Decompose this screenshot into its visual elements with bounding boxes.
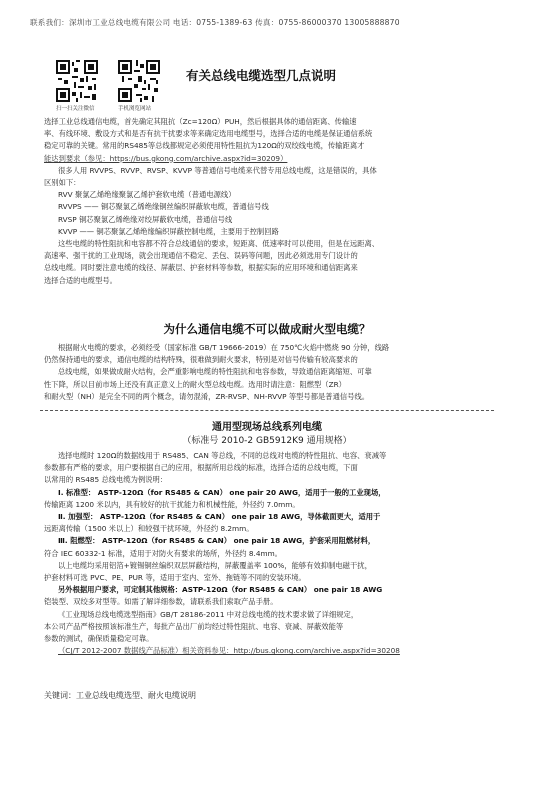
section1-line: 区别如下： bbox=[44, 178, 81, 188]
cable-type-rvv: RVV 聚氯乙烯绝缘聚氯乙烯护套软电缆（普通电源线） bbox=[58, 190, 236, 200]
section1-link-line[interactable]: 能达到要求（参见：https://bus.gkong.com/archive.aspx?id=30209） bbox=[44, 153, 288, 163]
contact-header: 联系我们：深圳市工业总线电缆有限公司 电话：0755-1389-63 传真：0755-86000370 13005888870 bbox=[30, 18, 400, 27]
qr-code-icon bbox=[118, 60, 160, 102]
section2-line: 仍然保持通电的要求，通信电缆的结构特殊，很难做到耐火要求，特别是对信号传输有较高要求的 bbox=[44, 355, 358, 365]
product-spec-standard-label: Ⅰ. 标准型： ASTP-120Ω（for RS485 & CAN） one pair 20 AWG，适用于一般的工业现场， bbox=[58, 487, 386, 497]
section3-line: 传输距离 1200 米以内，具有较好的抗干扰能力和机械性能，外径约 7.0mm。 bbox=[44, 499, 300, 509]
section3-line: 护套材料可选 PVC、PE、PUR 等，适用于室内、室外、拖链等不同的安装环境。 bbox=[44, 573, 306, 583]
section2-title: 为什么通信电缆不可以做成耐火型电缆？ bbox=[163, 322, 371, 336]
section1-line: 高速率、强干扰的工业现场，就会出现通信不稳定、丢包、误码等问题，因此必须选用专门设计的 bbox=[44, 251, 358, 261]
qr-caption-left: 扫一扫关注微信 bbox=[56, 106, 95, 112]
section1-line: 很多人用 RVVPS、RVVP、RVSP、KVVP 等普通信号电缆来代替专用总线电缆，这是错误的，具体 bbox=[58, 165, 377, 175]
section1-body bbox=[44, 116, 496, 287]
cable-type-rvvps: RVVPS —— 铜芯聚氯乙烯绝缘铜丝编织屏蔽软电缆，普通信号线 bbox=[58, 202, 269, 212]
section1-title: 有关总线电缆选型几点说明 bbox=[186, 68, 337, 83]
section3-body bbox=[44, 450, 496, 657]
section3-line: 选择电缆时 120Ω的数据线用于 RS485、CAN 等总线，不同的总线对电缆的特性阻抗、电容、衰减等 bbox=[58, 451, 387, 460]
qr-caption-right: 手机浏览网站 bbox=[118, 106, 152, 112]
section1-line: 选择工业总线通信电缆，首先确定其阻抗（Zc=120Ω）PUH，然后根据具体的通信距离、传输速 bbox=[44, 117, 357, 126]
qr-code-icon bbox=[56, 60, 98, 102]
section3-line: 铠装型、双绞多对型等。如需了解详细参数，请联系我们索取产品手册。 bbox=[44, 597, 278, 607]
cable-type-rvsp: RVSP 铜芯聚氯乙烯绝缘对绞屏蔽软电缆，普通信号线 bbox=[58, 214, 233, 224]
section2-line: 和耐火型（NH）是完全不同的两个概念，请勿混淆，ZR-RVSP、NH-RVVP 等型号都是普通信号线。 bbox=[44, 391, 370, 401]
section3-line: 参数的测试，确保质量稳定可靠。 bbox=[44, 634, 154, 644]
section1-line: 率、有线环境、敷设方式和是否有抗干扰要求等来确定选用电缆型号，选择合适的电缆是保证通信系统 bbox=[44, 129, 373, 139]
product-spec-enhanced-label: Ⅱ. 加强型： ASTP-120Ω（for RS485 & CAN） one pair 18 AWG，导体截面更大，适用于 bbox=[58, 512, 381, 522]
section3-line: 以常用的 RS485 总线电缆为例说明： bbox=[44, 475, 168, 485]
cable-type-kvvp: KVVP —— 铜芯聚氯乙烯绝缘编织屏蔽控制电缆，主要用于控制回路 bbox=[58, 226, 279, 236]
section3-line: 以上电缆均采用铝箔+镀锡铜丝编织双层屏蔽结构，屏蔽覆盖率 100%，能够有效抑制电磁干扰， bbox=[58, 560, 372, 570]
section2-line: 根据耐火电缆的要求，必须经受（国家标准 GB/T 19666-2019）在 750℃火焰中燃烧 90 分钟，线路 bbox=[58, 343, 390, 352]
section3-line: 《工业现场总线电缆选型指南》GB/T 28186-2011 中对总线电缆的技术要求做了详细规定， bbox=[58, 609, 359, 619]
section1-line: 这些电缆的特性阻抗和电容都不符合总线通信的要求，短距离、低速率时可以使用，但是在远距离、 bbox=[58, 239, 380, 249]
section-divider bbox=[40, 410, 494, 411]
section2-line: 性下降，所以目前市场上还没有真正意义上的耐火型总线电缆。选用时请注意：阻燃型（ZR） bbox=[44, 379, 346, 389]
footer-keywords: 关键词：工业总线电缆选型、耐火电缆说明 bbox=[44, 691, 196, 700]
product-spec-enhanced bbox=[44, 511, 496, 523]
section3-line: 本公司产品严格按照该标准生产，每批产品出厂前均经过特性阻抗、电容、衰减、屏蔽效能等 bbox=[44, 621, 344, 631]
section1-line: 稳定可靠的关键。常用的RS485等总线都规定必须使用特性阻抗为120Ω的双绞线电缆，传输距离才 bbox=[44, 141, 365, 151]
section3-title: 通用型现场总线系列电缆 bbox=[212, 422, 322, 433]
section3-line bbox=[44, 584, 496, 596]
section2-line: 总线电缆，如果做成耐火结构，会严重影响电缆的特性阻抗和电容参数，导致通信距离缩短、可靠 bbox=[58, 367, 372, 377]
section3-line: 符合 IEC 60332-1 标准，适用于对防火有要求的场所，外径约 8.4mm。 bbox=[44, 548, 282, 558]
section3-link-line[interactable]: （CJ/T 2012-2007 数据线产品标准）相关资料参见：http://bus.gkong.com/archive.aspx?id=30208 bbox=[58, 646, 400, 656]
product-spec-flame-label: Ⅲ. 阻燃型： ASTP-120Ω（for RS485 & CAN） one pair 18 AWG，护套采用阻燃材料， bbox=[58, 536, 376, 546]
section1-line: 总线电缆。同时要注意电缆的线径、屏蔽层、护套材料等参数，根据实际的应用环境和通信距离来 bbox=[44, 263, 358, 273]
section3-line: 参数都有严格的要求，用户要根据自己的应用，根据所用总线的标准，选择合适的总线电缆，下面 bbox=[44, 463, 358, 473]
section1-line: 选择合适的电缆型号。 bbox=[44, 275, 117, 285]
product-spec-flame bbox=[44, 535, 496, 547]
section2-body bbox=[44, 342, 496, 403]
custom-spec-label: 另外根据用户要求，可定制其他规格：ASTP-120Ω（for RS485 & CAN） one pair 18 AWG bbox=[58, 585, 383, 595]
section3-line: 远距离传输（1500 米以上）和较强干扰环境，外径约 8.2mm。 bbox=[44, 524, 254, 534]
section3-subtitle: （标准号 2010-2 GB5912K9 通用规格） bbox=[182, 436, 352, 446]
product-spec-standard bbox=[44, 487, 496, 499]
